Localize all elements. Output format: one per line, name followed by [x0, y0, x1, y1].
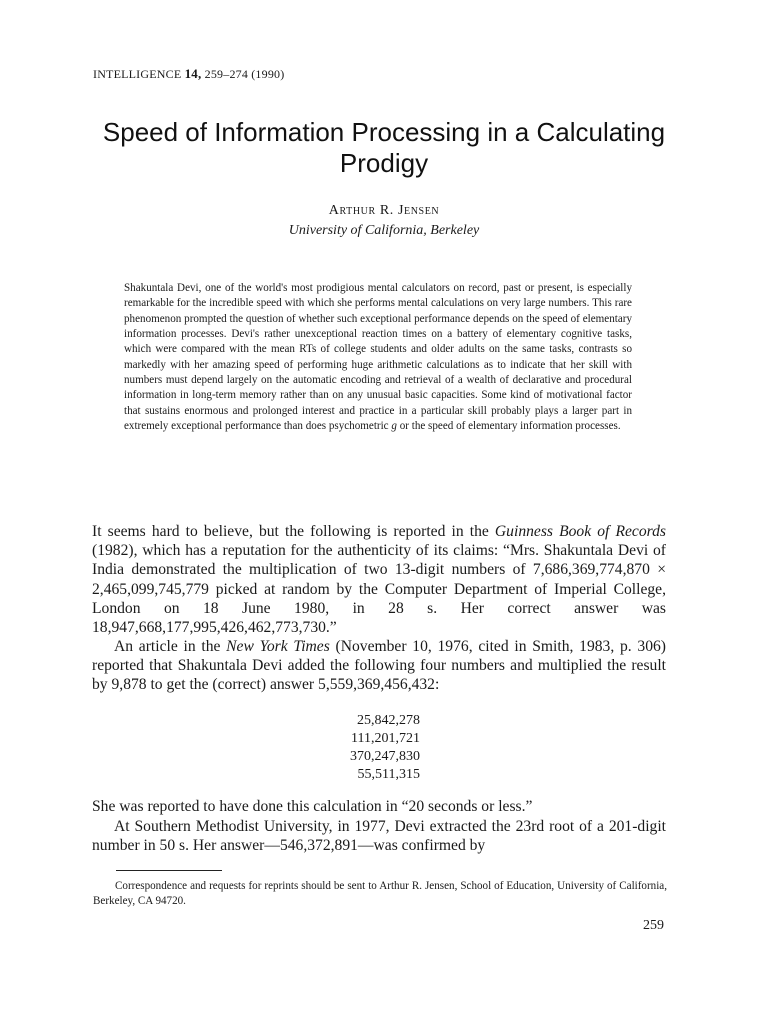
number-item: 25,842,278 — [357, 713, 420, 728]
footnote-rule — [116, 870, 222, 871]
abstract-g: g — [391, 420, 397, 433]
p1-text-b: (1982), which has a reputation for the authenticity of its claims: “Mrs. Shakuntala Devi of India demonstrated the multiplication of two 13-digit numbers of 7,686,369,774,870 × 2,465,099,745,779 picked at random by the Computer Department of Imperial College, London on 18 June 1980, in 28 s. Her correct answer was 18,947,668,177,995,426,462,773,730.” — [92, 542, 666, 637]
body-paragraph-4: At Southern Methodist University, in 1977, Devi extracted the 23rd root of a 201-digit number in 50 s. Her answer—546,372,891—was confirmed by — [92, 818, 666, 855]
p2-text-a: An article in the — [114, 638, 221, 655]
number-item: 370,247,830 — [350, 749, 420, 764]
body-paragraph-3: She was reported to have done this calculation in “20 seconds or less.” — [92, 798, 533, 815]
article-title: Speed of Information Processing in a Calculating Prodigy — [102, 117, 666, 178]
journal-name: INTELLIGENCE — [93, 67, 182, 81]
number-list — [340, 712, 420, 784]
p2-newspaper: New York Times — [226, 638, 330, 655]
journal-header — [93, 66, 284, 82]
abstract-text: Shakuntala Devi, one of the world's most prodigious mental calculators on record, past or present, is especially remarkable for the incredible speed with which she performs mental calculations on very large numbers. This rare phenomenon prompted the question of whether such exceptional performance depends on the speed of elementary information processes. Devi's rather unexceptional reaction times on a battery of elementary cognitive tasks, which were compared with the mean RTs of college students and older adults on the same tasks, contrasts so markedly with her amazing speed of performing huge arithmetic calculations as to indicate that her skill with numbers must depend largely on the automatic encoding and retrieval of a wealth of declarative and procedural information in long-term memory rather than on any unusual basic capacities. Some kind of motivational factor that sustains enormous and prolonged interest and practice in a particular skill probably plays a larger part in extremely exceptional performance than does psychometric — [124, 282, 632, 433]
author-affiliation: University of California, Berkeley — [288, 223, 480, 238]
page-number: 259 — [643, 918, 664, 933]
p1-text-a: It seems hard to believe, but the following is reported in the — [92, 523, 489, 540]
footnote: Correspondence and requests for reprints should be sent to Arthur R. Jensen, School of Education, University of California, Berkeley, CA 94720. — [93, 880, 667, 907]
abstract-end: or the speed of elementary information processes. — [399, 420, 621, 433]
article-author: Arthur R. Jensen — [328, 203, 440, 218]
number-item: 55,511,315 — [357, 767, 420, 782]
p1-book-title: Guinness Book of Records — [494, 523, 666, 540]
journal-volume: 14, — [184, 66, 202, 81]
abstract — [124, 281, 632, 434]
p2-text-b: (November 10, 1976, cited in Smith, 1983, p. 306) reported that Shakuntala Devi added the following four numbers and multiplied the result by 9,878 to get the (correct) answer 5,559,369,456,432: — [92, 638, 666, 694]
journal-pages: 259–274 (1990) — [204, 67, 285, 81]
body-paragraph-1 — [92, 522, 666, 637]
number-item: 111,201,721 — [351, 731, 420, 746]
body-paragraph-2 — [92, 637, 666, 695]
